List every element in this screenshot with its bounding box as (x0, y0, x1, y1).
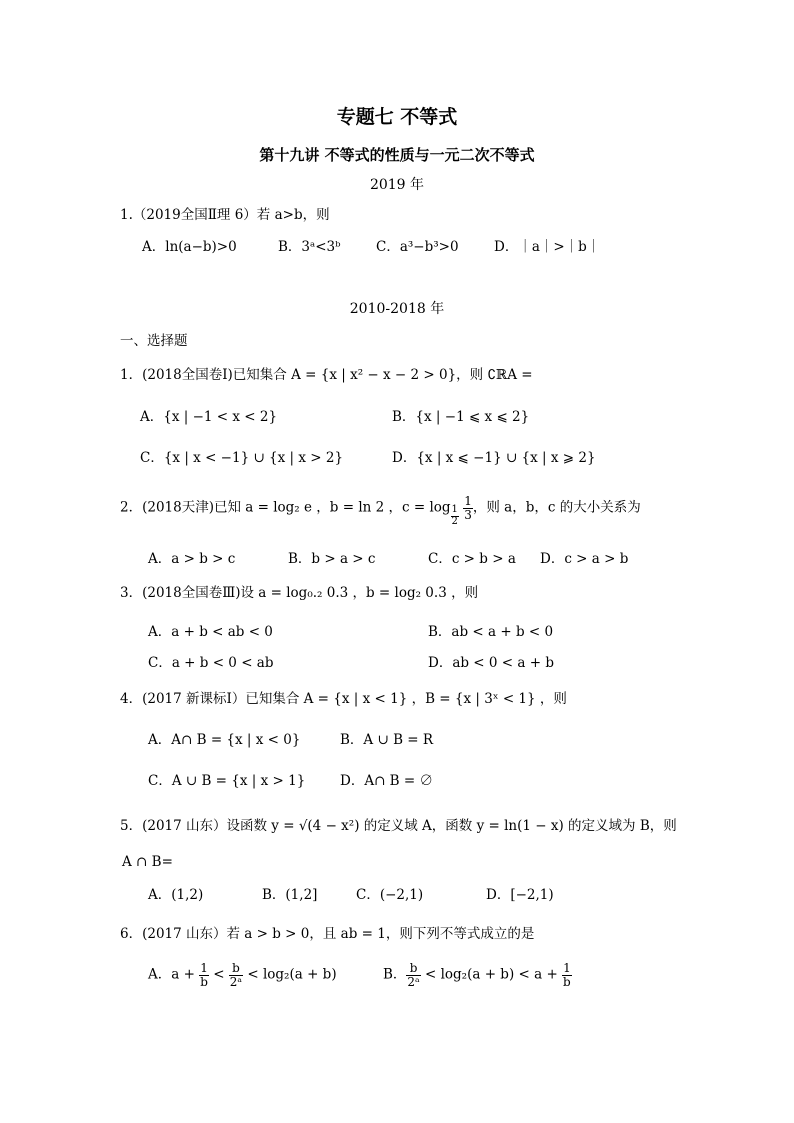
q6-b-prefix: B． (383, 966, 407, 983)
q5-option-d: D．[−2,1) (486, 887, 554, 903)
q1-stem: 1．(2018全国卷Ⅰ)已知集合 A = {x | x² − x − 2 > 0}，则 ∁ℝA = (120, 367, 533, 383)
q2-stem-tail: ，则 a，b，c 的大小关系为 (472, 499, 641, 516)
q1-option-d: D．{x | x ⩽ −1} ∪ {x | x ⩾ 2} (392, 450, 596, 466)
q2019-option-a: A．ln(a−b)>0 (142, 239, 237, 255)
q3-option-a: A．a + b < ab < 0 (148, 624, 273, 640)
fraction-denominator: 2ᵃ (229, 974, 243, 989)
fraction-numerator: 1 (563, 961, 571, 975)
q6-option-b (383, 962, 572, 988)
fraction-denominator: 3 (464, 507, 472, 522)
q2019-option-c: C．a³−b³>0 (376, 239, 459, 255)
log-argument-fraction (463, 495, 473, 521)
q4-option-a: A．A∩ B = {x | x < 0} (148, 732, 301, 748)
q5-option-a: A．(1,2) (148, 887, 204, 903)
q4-option-d: D．A∩ B = ∅ (340, 773, 433, 789)
q3-stem: 3．(2018全国卷Ⅲ)设 a = log₀.₂ 0.3 ，b = log₂ 0.3 ，则 (120, 585, 479, 601)
q5-stem-line2: A ∩ B= (122, 854, 173, 870)
fraction-numerator: b (406, 962, 420, 976)
q6-stem: 6．(2017 山东）若 a > b > 0，且 ab = 1，则下列不等式成立的是 (120, 926, 535, 942)
q1-option-b: B．{x | −1 ⩽ x ⩽ 2} (392, 409, 530, 425)
q3-option-d: D．ab < 0 < a + b (428, 655, 554, 671)
q3-option-b: B．ab < a + b < 0 (428, 624, 554, 640)
fraction-denominator: 2 (451, 515, 458, 527)
q6-b-mid: < log₂(a + b) < a + (424, 966, 558, 983)
fraction-numerator: 1 (451, 504, 458, 516)
fraction (199, 962, 209, 988)
page-title: 专题七 不等式 (336, 106, 458, 128)
fraction-numerator: 1 (464, 494, 472, 508)
fraction-numerator: 1 (200, 961, 208, 975)
q5-option-b: B．(1,2] (262, 887, 318, 903)
q2019-stem: 1.（2019全国Ⅱ理 6）若 a>b，则 (120, 207, 330, 223)
q2019-option-b: B．3ᵃ<3ᵇ (278, 239, 341, 255)
q2-stem-text: 2．(2018天津)已知 a = log₂ e ，b = ln 2 ，c = log (120, 499, 451, 516)
q1-option-c: C．{x | x < −1} ∪ {x | x > 2} (140, 450, 344, 466)
q2-option-d: D．c > a > b (540, 551, 629, 567)
q6-a-suffix: < log₂(a + b) (247, 966, 337, 983)
q1-option-a: A．{x | −1 < x < 2} (140, 409, 278, 425)
section-heading: 一、选择题 (120, 333, 188, 349)
q2-option-a: A．a > b > c (148, 551, 236, 567)
q6-option-a (148, 962, 337, 988)
fraction (562, 962, 572, 988)
fraction (406, 962, 420, 988)
fraction-denominator: 2ᵃ (407, 974, 420, 989)
q6-a-prefix: A．a + (148, 966, 195, 983)
q6-a-mid: < (213, 966, 225, 983)
log-base-fraction (451, 505, 459, 527)
q4-option-b: B．A ∪ B = R (340, 732, 434, 748)
q2-option-c: C．c > b > a (428, 551, 516, 567)
q3-option-c: C．a + b < 0 < ab (148, 655, 274, 671)
q2019-option-d: D．｜a｜>｜b｜ (494, 239, 601, 255)
lecture-subtitle: 第十九讲 不等式的性质与一元二次不等式 (259, 146, 535, 164)
q4-option-c: C．A ∪ B = {x | x > 1} (148, 773, 306, 789)
fraction-denominator: b (200, 974, 208, 989)
fraction (229, 962, 243, 988)
fraction-numerator: b (229, 962, 243, 976)
q2-stem (120, 495, 641, 527)
year-heading-2019: 2019 年 (369, 177, 425, 193)
q5-stem: 5．(2017 山东）设函数 y = √(4 − x²) 的定义域 A，函数 y = ln(1 − x) 的定义域为 B，则 (120, 818, 677, 834)
q5-option-c: C．(−2,1) (356, 887, 424, 903)
year-heading-2010-2018: 2010-2018 年 (349, 301, 445, 317)
q4-stem: 4．(2017 新课标Ⅰ）已知集合 A = {x | x < 1} ，B = {x | 3ˣ < 1} ，则 (120, 691, 567, 707)
fraction-denominator: b (563, 974, 571, 989)
q2-option-b: B．b > a > c (288, 551, 376, 567)
